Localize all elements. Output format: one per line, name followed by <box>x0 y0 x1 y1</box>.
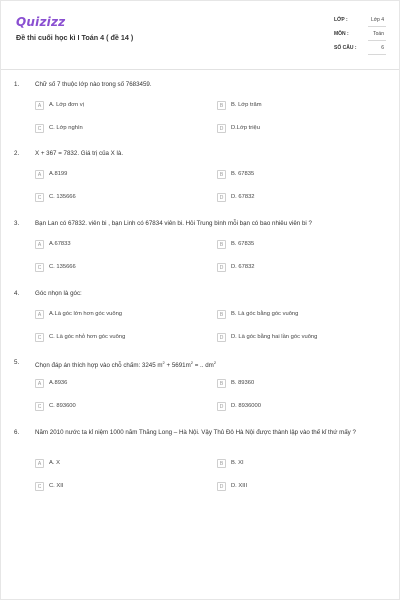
meta-label: SỐ CÂU : <box>334 45 357 51</box>
header-divider <box>1 69 399 70</box>
question-text: Năm 2010 nước ta kỉ niệm 1000 năm Thăng Long – Hà Nội. Vậy Thủ Đô Hà Nội được thành lập vào thế kỉ thứ mấy ? <box>35 429 356 436</box>
option-letter-box: B <box>217 240 226 249</box>
option-text: C. XII <box>49 483 64 489</box>
superscript: 2 <box>190 360 193 365</box>
option-letter-box: B <box>217 170 226 179</box>
option-text: B. 89360 <box>231 380 255 386</box>
question-number: 5. <box>14 359 20 366</box>
meta-subject-row <box>334 29 386 43</box>
option-letter-box: C <box>35 402 44 411</box>
worksheet-title: Đề thi cuối học kì I Toán 4 ( đề 14 ) <box>16 33 134 42</box>
question-text: Góc nhọn là góc: <box>35 290 82 297</box>
meta-underline <box>368 26 386 27</box>
option-text: C. Là góc nhỏ hơn góc vuông <box>49 334 126 340</box>
option-letter-box: A <box>35 240 44 249</box>
option-letter-box: A <box>35 310 44 319</box>
meta-info <box>334 15 386 57</box>
option-text: A.Là góc lớn hơn góc vuông <box>49 311 123 317</box>
option-text: B. Lớp trăm <box>231 102 262 108</box>
question-number: 6. <box>14 429 20 436</box>
meta-value: Lớp 4 <box>370 17 384 23</box>
superscript: 2 <box>162 360 165 365</box>
option-text: D. 8936000 <box>231 403 261 409</box>
option-text: C. 135666 <box>49 194 76 200</box>
option-text: B. XI <box>231 460 244 466</box>
option-text: A. X <box>49 460 60 466</box>
question-text: X + 367 = 7832. Giá trị của X là. <box>35 150 124 157</box>
question-text <box>35 359 371 370</box>
question-text-part: + 5691m <box>164 362 191 370</box>
option-letter-box: B <box>217 459 226 468</box>
option-text: C. Lớp nghìn <box>49 125 83 131</box>
option-letter-box: C <box>35 333 44 342</box>
option-text: C. 893600 <box>49 403 76 409</box>
meta-label: MÔN : <box>334 31 349 37</box>
option-text: B. 67835 <box>231 241 255 247</box>
option-letter-box: A <box>35 101 44 110</box>
option-text: D. XIII <box>231 483 248 489</box>
meta-underline <box>368 54 386 55</box>
option-text: B. 67835 <box>231 171 255 177</box>
option-text: D. 67832 <box>231 264 255 270</box>
meta-label: LỚP : <box>334 17 348 23</box>
question-number: 4. <box>14 290 20 297</box>
option-text: A. Lớp đơn vị <box>49 102 84 108</box>
question-text-part: Chọn đáp án thích hợp vào chỗ chấm: 3245 m <box>35 362 163 370</box>
option-letter-box: A <box>35 459 44 468</box>
option-letter-box: D <box>217 333 226 342</box>
question-text-part: = .. dm <box>193 362 214 370</box>
option-letter-box: D <box>217 193 226 202</box>
option-text: D.Lớp triệu <box>231 125 260 131</box>
option-letter-box: B <box>217 101 226 110</box>
meta-value: 6 <box>381 45 384 51</box>
option-letter-box: D <box>217 402 226 411</box>
option-text: A.67833 <box>49 241 71 247</box>
meta-class-row <box>334 15 386 29</box>
option-letter-box: A <box>35 170 44 179</box>
question-text: Chữ số 7 thuộc lớp nào trong số 7683459. <box>35 81 152 88</box>
quizizz-logo: Quizizz <box>16 15 66 29</box>
superscript: 2 <box>213 360 217 365</box>
option-letter-box: C <box>35 193 44 202</box>
option-letter-box: C <box>35 482 44 491</box>
option-letter-box: B <box>217 379 226 388</box>
option-letter-box: C <box>35 124 44 133</box>
meta-underline <box>368 40 386 41</box>
worksheet-header <box>1 1 399 65</box>
question-number: 3. <box>14 220 20 227</box>
option-text: C. 135666 <box>49 264 76 270</box>
option-text: A.8936 <box>49 380 68 386</box>
question-text: Bạn Lan có 67832. viên bi , bạn Linh có 67834 viên bi. Hỏi Trung bình mỗi bạn có bao nhiêu viên bi ? <box>35 220 312 227</box>
meta-value: Toán <box>373 31 384 37</box>
question-number: 2. <box>14 150 20 157</box>
meta-count-row <box>334 43 386 57</box>
question-number: 1. <box>14 81 20 88</box>
option-letter-box: C <box>35 263 44 272</box>
option-letter-box: D <box>217 124 226 133</box>
option-text: A.8199 <box>49 171 68 177</box>
option-text: B. Là góc bằng góc vuông <box>231 311 299 317</box>
option-text: D. 67832 <box>231 194 255 200</box>
option-letter-box: D <box>217 482 226 491</box>
option-letter-box: D <box>217 263 226 272</box>
option-letter-box: B <box>217 310 226 319</box>
option-text: D. Là góc bằng hai lần góc vuông <box>231 334 318 340</box>
option-letter-box: A <box>35 379 44 388</box>
